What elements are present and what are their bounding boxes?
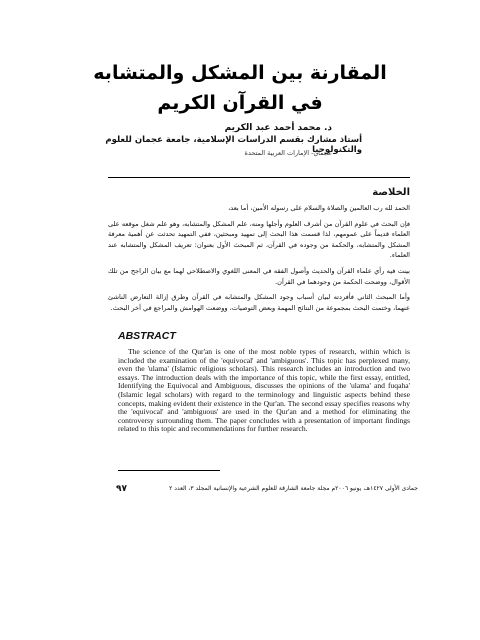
author-name: د. محمد أحمد عبد الكريم (224, 123, 332, 133)
arabic-abstract-body (108, 203, 410, 318)
english-abstract-text: The science of the Qur'an is one of the most noble types of research, within which is included the examination of the 'equivocal' and 'ambiguous'. This topic has perplexed many, even the 'ulama' (Islamic religious scholars). This research includes an introduction and two essays. The introduction deals with the importance of this topic, while the first essay, entitled, Identifying the Equivocal and Ambiguous, discusses the opinions of the 'ulama' and fuqaha' (Islamic legal scholars) with regard to the terminology and linguistic aspects behind these concepts, making evident their existence in the Qur'an. The second essay specifies reasons why the 'equivocal' and 'ambiguous' are used in the Qur'an and a method for eliminating the controversy surrounding them. The paper concludes with a presentation of important findings related to this topic and recommendations for further research. (118, 347, 410, 434)
arabic-paragraph: وأما المبحث الثاني فأفردته لبيان أسباب وجود المشكل والمتشابه في القرآن وطرق إزالة التعارض الناشئ عنهما، وختمت البحث بمجموعة من النتائج المهمة وبعض التوصيات، ووضعت الهوامش والمراجع في آخر البحث. (108, 293, 410, 312)
english-abstract-heading: ABSTRACT (118, 330, 176, 342)
article-title-line-1: المقارنة بين المشكل والمتشابه (93, 62, 387, 84)
article-title-line-2: في القرآن الكريم (157, 92, 323, 114)
page-footer (108, 484, 418, 496)
arabic-paragraph: بينت فيه رأي علماء القرآن والحديث وأصول الفقه في المعنى اللغوي والاصطلاحي لهما مع بيان الراجح من تلك الأقوال، ووضحت الحكمة من وجودهما في القرآن. (108, 266, 410, 286)
arabic-paragraph: الحمد لله رب العالمين والصلاة والسلام على رسوله الأمين، أما بعد، (228, 204, 410, 212)
arabic-paragraph: فإن البحث في علوم القرآن من أشرف العلوم وأجلها ومنه، علم المشكل والمتشابه، وهو علم شغل موقعه على العلماء قديماً على عمومهم، لذا قسمت هذا البحث إلى تمهيد ومبحثين، ففي التمهيد تحدثت عن أهمية معرفة المشكل والمتشابه، والحكمة من وجوده في القرآن، ثم المبحث الأول بعنوان: تعريف المشكل والمتشابه عند العلماء. (108, 219, 410, 260)
footnote-divider (118, 470, 220, 471)
journal-citation: جمادى الأولى ١٤٢٧هـ، يونيو ٢٠٠٦م مجلة جامعة الشارقة للعلوم الشرعية والإنسانية المجلد ٣، العدد ٢ (169, 485, 418, 492)
section-divider (108, 177, 410, 178)
page-number: ٩٧ (116, 484, 127, 494)
author-affiliation: أستاذ مشارك بقسم الدراسات الإسلامية، جامعة عجمان للعلوم والتكنولوجيا (105, 135, 362, 155)
arabic-abstract-heading: الخلاصة (372, 187, 410, 198)
english-abstract-body (118, 348, 410, 434)
author-location: عجمان- الإمارات العربية المتحدة (244, 149, 332, 157)
